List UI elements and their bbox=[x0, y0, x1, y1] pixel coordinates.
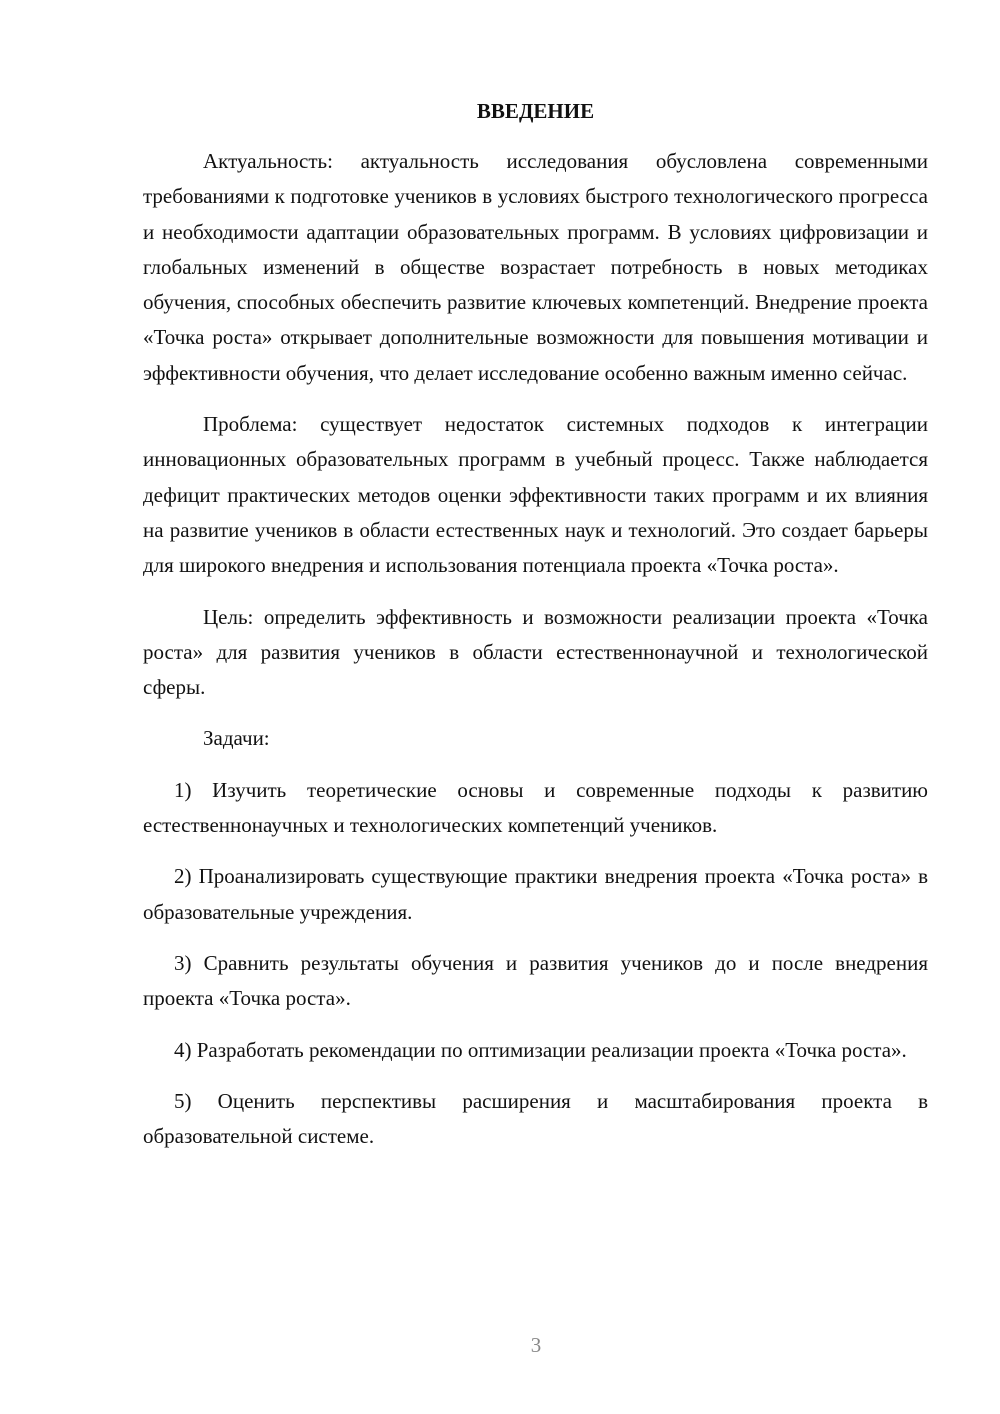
section-title: ВВЕДЕНИЕ bbox=[476, 99, 595, 123]
task-item-5: 5) Оценить перспективы расширения и масштабирования проекта в образовательной системе. bbox=[143, 1088, 928, 1149]
tasks-heading: Задачи: bbox=[203, 726, 270, 751]
page-number: 3 bbox=[530, 1333, 542, 1357]
task-item-2: 2) Проанализировать существующие практики внедрения проекта «Точка роста» в образовательные учреждения. bbox=[143, 864, 928, 924]
relevance-paragraph: Актуальность: актуальность исследования обусловлена современными требованиями к подготовке учеников в условиях быстрого технологического прогресса и необходимости адаптации образовательных программ. В условиях цифровизации и глобальных изменений в обществе возрастает потребность в новых методиках обучения, способных обеспечить развитие ключевых компетенций. Внедрение проекта «Точка роста» открывает дополнительные возможности для повышения мотивации и эффективности обучения, что делает исследование особенно важным именно сейчас. bbox=[143, 149, 928, 385]
problem-paragraph: Проблема: существует недостаток системных подходов к интеграции инновационных образовательных программ в учебный процесс. Также наблюдается дефицит практических методов оценки эффективности таких программ и их влияния на развитие учеников в области естественных наук и технологий. Это создает барьеры для широкого внедрения и использования потенциала проекта «Точка роста». bbox=[143, 412, 928, 578]
task-item-3: 3) Сравнить результаты обучения и развития учеников до и после внедрения проекта «Точка роста». bbox=[143, 950, 928, 1011]
goal-paragraph: Цель: определить эффективность и возможности реализации проекта «Точка роста» для развития учеников в области естественнонаучной и технологической сферы. bbox=[143, 604, 928, 700]
task-item-4: 4) Разработать рекомендации по оптимизации реализации проекта «Точка роста». bbox=[174, 1037, 907, 1062]
task-item-1: 1) Изучить теоретические основы и современные подходы к развитию естественнонаучных и технологических компетенций учеников. bbox=[143, 777, 928, 838]
document-page bbox=[143, 96, 928, 1154]
